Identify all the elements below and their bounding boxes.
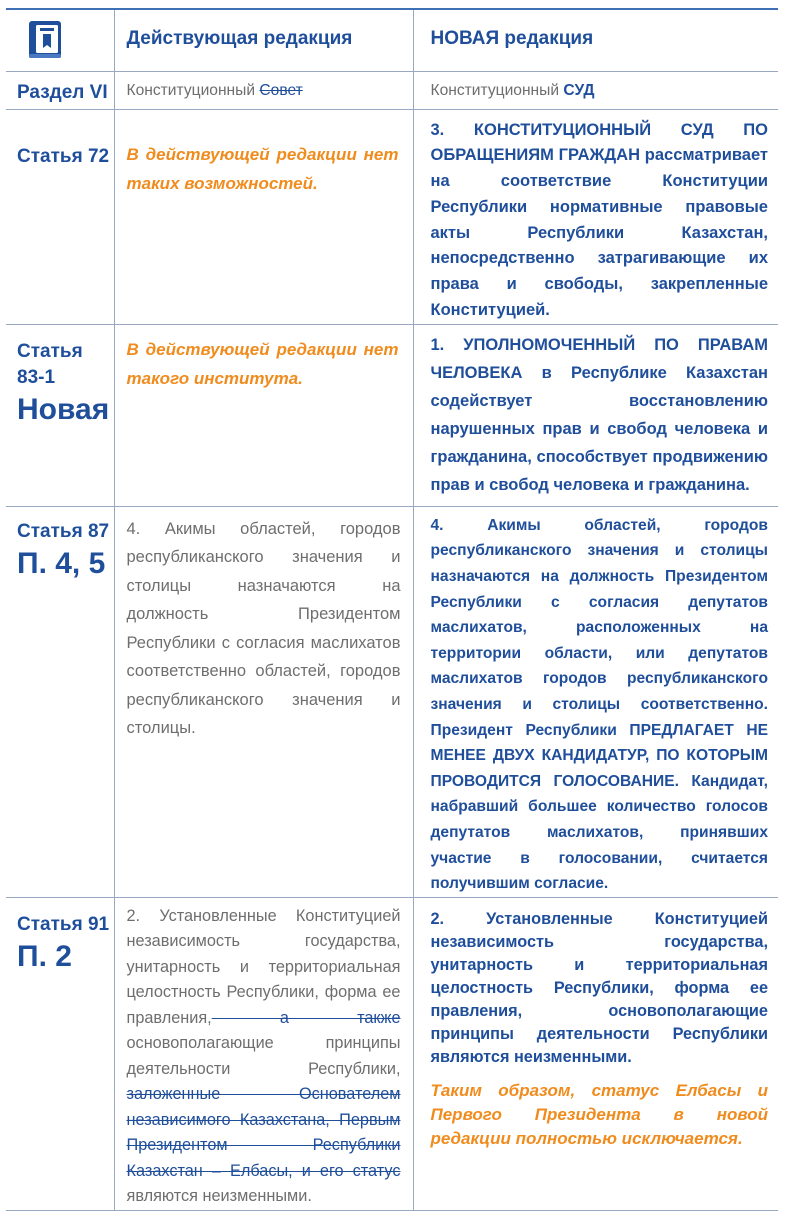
- row-label: [6, 898, 114, 976]
- row-label-line1: Статья: [17, 340, 83, 362]
- row-label-cell: [6, 109, 114, 324]
- row-label-big: П. 4, 5: [17, 546, 106, 580]
- row-label-cell: [6, 71, 114, 109]
- old-text-part2: основополагающие принципы деятельности Республики,: [126, 1034, 401, 1078]
- new-text-highlight: СУД: [563, 81, 595, 99]
- old-text-cell: [114, 897, 413, 1210]
- old-text-part1: 2. Установленные Конституцией независимость государства, унитарность и территориальная целостность Республики, форма ее правления,: [126, 906, 401, 1027]
- old-text-prefix: Конституционный: [126, 81, 260, 99]
- new-text-cell: [413, 71, 778, 109]
- old-text-part3: являются неизменными.: [126, 1187, 312, 1206]
- row-label-line2: 83-1: [17, 366, 56, 388]
- row-label: Раздел VI: [17, 81, 108, 103]
- header-current-label: Действующая редакция: [126, 28, 353, 49]
- new-text-cell: [413, 897, 778, 1210]
- new-text-note: Таким образом, статус Елбасы и Первого Президента в новой редакции полностью исключается.: [430, 1080, 768, 1148]
- old-text: 4. Акимы областей, городов республиканского значения и столицы назначаются на должность Президентом Республики с согласия маслихатов соответственно областей, городов республиканского значения и столицы.: [126, 519, 401, 738]
- new-text: [414, 898, 779, 1151]
- row-label: [6, 507, 114, 583]
- new-text: [414, 72, 779, 103]
- row-label-big: Новая: [17, 392, 110, 426]
- row-label-line1: Статья 87: [17, 520, 110, 542]
- old-text-cell: [114, 71, 413, 109]
- constitution-book-icon: [26, 20, 64, 60]
- old-text: В действующей редакции нет таких возможностей.: [126, 144, 399, 193]
- old-text-cell: [114, 109, 413, 324]
- old-text: В действующей редакции нет такого института.: [126, 339, 399, 388]
- new-text: 4. Акимы областей, городов республиканского значения и столицы назначаются на должность Президентом Республики с согласия депутатов маслихатов, расположенных на территории области, или депутатов маслихатов городов республиканского значения и столицы соответственно. Президент Республики ПРЕДЛАГАЕТ НЕ МЕНЕЕ ДВУХ КАНДИДАТУР, ПО КОТОРЫМ ПРОВОДИТСЯ ГОЛОСОВАНИЕ. Кандидат, набравший большее количество голосов депутатов маслихатов, принявших участие в голосовании, считается получившим согласие.: [430, 516, 768, 893]
- row-label: Статья 72: [17, 145, 110, 167]
- old-text-cell: [114, 506, 413, 897]
- new-text-cell: [413, 109, 778, 324]
- new-text: 3. КОНСТИТУЦИОННЫЙ СУД ПО ОБРАЩЕНИЯМ ГРАЖДАН рассматривает на соответствие Конституции Республики нормативные правовые акты Республики Казахстан, непосредственно затрагивающие их права и свободы, закрепленные Конституцией.: [430, 120, 768, 320]
- new-text-cell: [413, 324, 778, 506]
- struck-text: заложенные Основателем независимого Казахстана, Первым Президентом Республики Казахстан – Елбасы, и его статус: [126, 1085, 401, 1180]
- struck-text: Совет: [259, 81, 303, 99]
- struck-text: а также: [211, 1008, 401, 1027]
- comparison-table: [6, 8, 778, 1211]
- row-label-cell: [6, 897, 114, 1210]
- row-article-72: [6, 109, 778, 324]
- row-section-vi: [6, 71, 778, 109]
- new-text-prefix: Конституционный: [430, 81, 564, 99]
- row-label-cell: [6, 506, 114, 897]
- old-text-cell: [114, 324, 413, 506]
- old-text: [115, 72, 413, 103]
- header-icon-cell: [6, 9, 114, 71]
- header-new-cell: [413, 9, 778, 71]
- new-text: 1. УПОЛНОМОЧЕННЫЙ ПО ПРАВАМ ЧЕЛОВЕКА в Республике Казахстан содействует восстановлению нарушенных прав и свобод человека и гражданина, способствует продвижению прав и свобод человека и гражданина.: [430, 335, 768, 494]
- header-current-cell: [114, 9, 413, 71]
- row-label-big: П. 2: [17, 939, 72, 973]
- header-new-label: НОВАЯ редакция: [430, 28, 594, 49]
- new-text-cell: [413, 506, 778, 897]
- row-label: [6, 325, 114, 429]
- row-label-cell: [6, 324, 114, 506]
- row-article-91: [6, 897, 778, 1210]
- header-row: [6, 9, 778, 71]
- row-article-87: [6, 506, 778, 897]
- row-label-line1: Статья 91: [17, 913, 110, 935]
- new-text-body: 2. Установленные Конституцией независимость государства, унитарность и территориальная целостность Республики, форма ее правления, основополагающие принципы деятельности Республики являются неизменными.: [430, 909, 768, 1066]
- old-text: [115, 898, 413, 1210]
- row-article-83-1: [6, 324, 778, 506]
